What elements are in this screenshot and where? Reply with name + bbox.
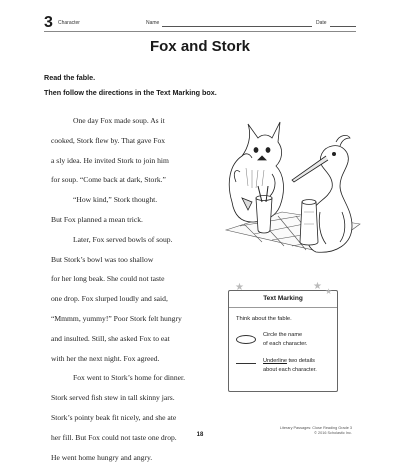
story-line: Fox went to Stork’s home for dinner.	[73, 373, 185, 383]
star-icon: ★	[325, 287, 333, 296]
circle-instruction-line-1: Circle the name	[263, 332, 303, 338]
story-line: Later, Fox served bowls of soup.	[73, 234, 173, 244]
circle-instruction-line-2: of each character.	[263, 341, 308, 347]
story-line: her fill. But Fox could not taste one drop.	[51, 432, 177, 442]
text-marking-prompt: Think about the fable.	[236, 316, 292, 322]
text-marking-title: Text Marking	[263, 295, 303, 302]
story-line: He went home hungry and angry.	[51, 452, 153, 462]
circle-mark-icon	[236, 335, 256, 344]
story-line: and insulted. Still, she asked Fox to eat	[51, 333, 170, 343]
footer-line-1: Literary Passages: Close Reading Grade 3	[279, 426, 352, 430]
date-blank[interactable]	[330, 26, 356, 27]
story-line: cooked, Stork flew by. That gave Fox	[51, 135, 166, 145]
story-line: one drop. Fox slurped loudly and said,	[51, 294, 168, 304]
directions-line-2: Then follow the directions in the Text Marking box.	[44, 88, 217, 97]
story-line: “Mmmm, yummy!” Poor Stork felt hungry	[51, 313, 182, 323]
star-icon: ★	[235, 282, 244, 293]
name-blank[interactable]	[162, 26, 312, 27]
grade-number: 3	[44, 14, 53, 31]
story-line: with her the next night. Fox agreed.	[51, 353, 160, 363]
skill-label: Character	[58, 20, 80, 26]
story-line: One day Fox made soup. As it	[73, 116, 165, 125]
star-icon: ★	[313, 281, 322, 292]
story-line: Stork’s pointy beak fit nicely, and she ate	[51, 412, 177, 422]
directions-line-1: Read the fable.	[44, 73, 96, 82]
story-line: But Fox planned a mean trick.	[51, 214, 143, 224]
story-line: “How kind,” Stork thought.	[73, 195, 158, 205]
underline-word: Underline	[263, 358, 287, 364]
page-header	[44, 16, 356, 36]
fox-and-stork-illustration	[222, 112, 360, 264]
text-marking-header	[229, 281, 337, 308]
underline-rest: two details	[286, 358, 315, 364]
underline-instruction	[263, 357, 317, 375]
footer-line-2: © 2016 Scholastic Inc.	[314, 431, 352, 435]
story-line: for her long beak. She could not taste	[51, 274, 165, 284]
directions	[44, 70, 217, 100]
story-line: Stork served fish stew in tall skinny jars.	[51, 393, 175, 403]
name-label: Name	[146, 20, 160, 26]
underline-instruction-line-2: about each character.	[263, 367, 317, 373]
underline-mark-icon	[236, 363, 256, 364]
text-marking-box	[228, 281, 338, 392]
story-line: for soup. “Come back at dark, Stork.”	[51, 175, 166, 185]
circle-instruction	[263, 331, 307, 349]
page-number: 18	[196, 432, 204, 438]
story-line: a sly idea. He invited Stork to join him	[51, 155, 169, 165]
page-title: Fox and Stork	[149, 38, 250, 55]
date-label: Date	[316, 20, 327, 26]
header-divider	[44, 31, 356, 32]
story-line: But Stork’s bowl was too shallow	[51, 254, 154, 264]
